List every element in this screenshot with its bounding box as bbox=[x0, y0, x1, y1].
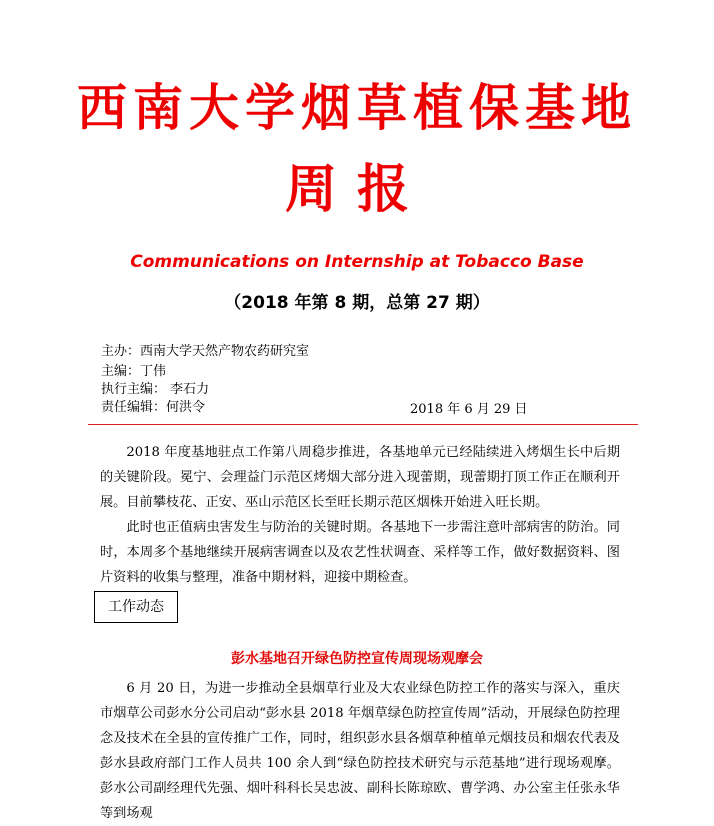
issue-number: （2018 年第 8 期，总第 27 期） bbox=[224, 293, 490, 313]
meta-executive-editor: 执行主编： 李石力 bbox=[101, 382, 210, 397]
meta-responsible-editor: 责任编辑：何洪令 bbox=[101, 400, 206, 415]
meta-sponsor: 主办：西南大学天然产物农药研究室 bbox=[101, 344, 310, 359]
meta-chief-editor: 主编：丁伟 bbox=[101, 364, 167, 379]
masthead-title: 西南大学烟草植保基地 bbox=[77, 78, 637, 137]
masthead-english-title: Communications on Internship at Tobacco Base bbox=[130, 252, 584, 272]
publish-date: 2018 年 6 月 29 日 bbox=[410, 402, 528, 417]
section-heading-work-news: 工作动态 bbox=[94, 591, 178, 623]
header-divider bbox=[88, 424, 638, 425]
article-body: 6 月 20 日，为进一步推动全县烟草行业及大农业绿色防控工作的落实与深入，重庆市烟草公司彭水分公司启动“彭水县 2018 年烟草绿色防控宣传周”活动，开展绿色防控理念及技术在全县的宣传推广工作，同时，组织彭水县各烟草种植单元烟技员和烟农代表及彭水县政府部门工作人员共 100 余人到“绿色防控技术研究与示范基地”进行现场观摩。彭水公司副经理代先强、烟叶科科长吴忠波、副科长陈琼欧、曹学鸿、办公室主任张永华等到场观 bbox=[100, 681, 620, 821]
article-title: 彭水基地召开绿色防控宣传周现场观摩会 bbox=[231, 651, 483, 667]
intro-paragraph-1: 2018 年度基地驻点工作第八周稳步推进，各基地单元已经陆续进入烤烟生长中后期的关键阶段。冕宁、会理益门示范区烤烟大部分进入现蕾期，现蕾期打顶工作正在顺利开展。目前攀枝花、正安、巫山示范区长至旺长期示范区烟株开始进入旺长期。 bbox=[100, 445, 620, 510]
masthead-subtitle: 周报 bbox=[284, 159, 429, 220]
intro-paragraph-2: 此时也正值病虫害发生与防治的关键时期。各基地下一步需注意叶部病害的防治。同时，本周多个基地继续开展病害调查以及农艺性状调查、采样等工作，做好数据资料、图片资料的收集与整理，准备中期材料，迎接中期检查。 bbox=[100, 520, 620, 585]
